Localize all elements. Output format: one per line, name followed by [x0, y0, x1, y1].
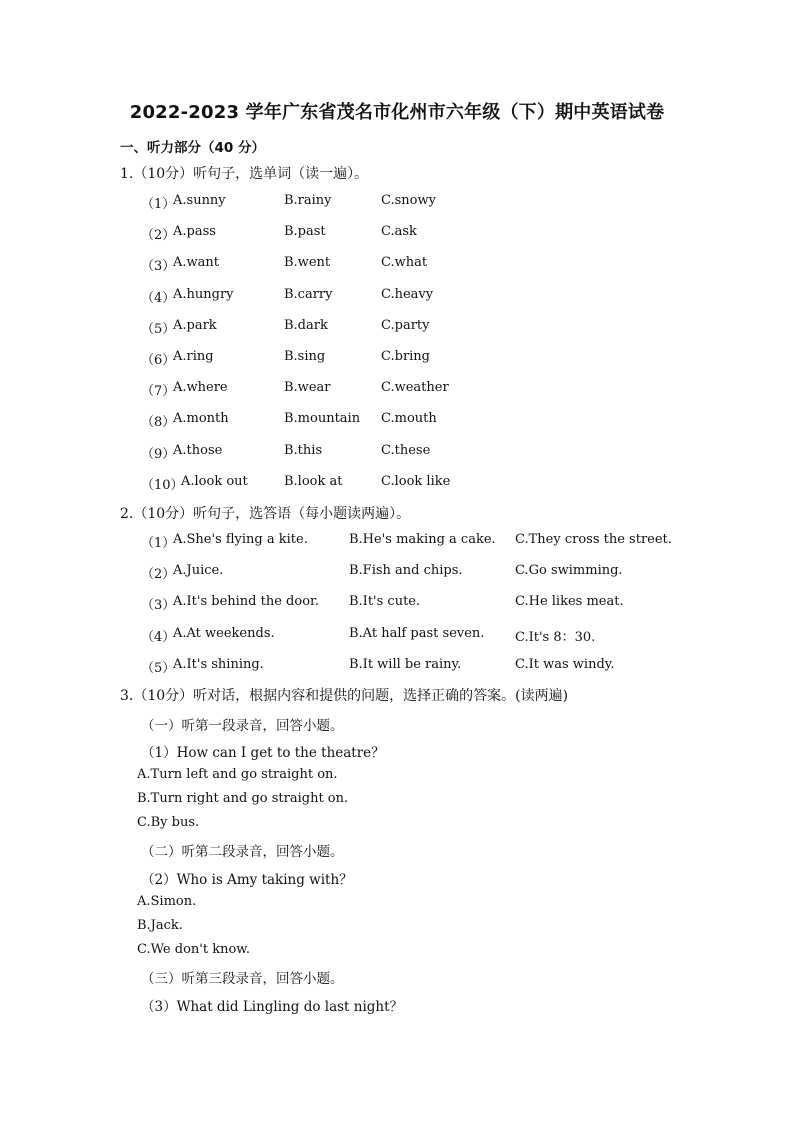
question-2-stem: 2.（10分）听句子，选答语（每小题读两遍）。: [120, 506, 411, 522]
option-a: A.She's flying a kite.: [173, 532, 308, 547]
option-b: B.carry: [284, 286, 333, 302]
item-number: （8）: [141, 415, 176, 431]
item-number: （9）: [141, 446, 176, 462]
item-number: （1）: [141, 197, 176, 212]
option-a: A.It's behind the door.: [173, 594, 319, 610]
section-heading-listening: 一、听力部分（40 分）: [120, 140, 265, 156]
option-b: B.rainy: [284, 193, 332, 208]
option-b: B.dark: [284, 317, 328, 333]
option-b: B.It's cute.: [349, 594, 421, 610]
option-b: B.mountain: [284, 411, 361, 427]
option-c: C.bring: [381, 349, 431, 364]
option-c: C.mouth: [381, 411, 437, 427]
option-b: B.this: [284, 442, 323, 458]
option-b: B.sing: [284, 349, 326, 364]
page-title: 2022-2023 学年广东省茂名市化州市六年级（下）期中英语试卷: [129, 102, 665, 123]
option-b: B.Fish and chips.: [349, 563, 463, 579]
answer-option: B.Turn right and go straight on.: [137, 791, 349, 806]
option-c: C.snowy: [381, 193, 436, 208]
option-b: B.wear: [284, 380, 331, 396]
option-a: A.sunny: [173, 193, 226, 208]
question-3-part-2: （二）听第二段录音，回答小题。: [141, 844, 344, 860]
item-number: （10）: [141, 477, 184, 493]
question-3-sub-3: （3）What did Lingling do last night？: [141, 999, 404, 1015]
option-c: C.these: [381, 442, 431, 458]
option-c: C.He likes meat.: [515, 594, 624, 610]
question-3-stem: 3.（10分）听对话，根据内容和提供的问题，选择正确的答案。(读两遍): [120, 688, 569, 704]
question-1-stem: 1.（10分）听句子，选单词（读一遍）。: [120, 166, 369, 182]
item-number: （2）: [141, 228, 176, 244]
option-a: A.pass: [173, 224, 216, 240]
option-a: A.At weekends.: [173, 625, 275, 641]
option-c: C.They cross the street.: [515, 532, 672, 547]
item-number: （5）: [141, 321, 176, 337]
answer-option: A.Turn left and go straight on.: [137, 767, 338, 782]
option-a: A.where: [173, 380, 228, 396]
option-a: A.hungry: [173, 286, 234, 302]
option-a: A.park: [173, 317, 217, 333]
item-number: （4）: [141, 290, 176, 306]
option-b: B.He's making a cake.: [349, 532, 496, 547]
item-number: （3）: [141, 259, 176, 275]
option-c: C.party: [381, 317, 430, 333]
option-c: C.It was windy.: [515, 656, 615, 672]
item-number: （5）: [141, 660, 176, 676]
option-c: C.ask: [381, 224, 417, 240]
option-c: C.heavy: [381, 286, 434, 302]
answer-option: C.By bus.: [137, 815, 200, 830]
option-a: A.those: [173, 442, 223, 458]
option-a: A.want: [173, 255, 219, 271]
question-3-sub-1: （1）How can I get to the theatre？: [141, 745, 385, 761]
answer-option: B.Jack.: [137, 918, 183, 933]
question-3-sub-2: （2）Who is Amy taking with？: [141, 872, 353, 888]
option-c: C.weather: [381, 380, 449, 396]
option-c: C.what: [381, 255, 428, 271]
item-number: （1）: [141, 536, 176, 551]
item-number: （3）: [141, 598, 176, 614]
item-number: （2）: [141, 567, 176, 583]
answer-option: C.We don't know.: [137, 942, 250, 957]
option-a: A.ring: [173, 349, 214, 364]
option-a: A.month: [173, 411, 229, 427]
item-number: （4）: [141, 629, 176, 645]
option-b: B.It will be rainy.: [349, 656, 462, 672]
option-a: A.It's shining.: [173, 656, 264, 672]
answer-option: A.Simon.: [137, 894, 197, 909]
option-c: C.Go swimming.: [515, 563, 623, 579]
option-b: B.went: [284, 255, 331, 271]
option-b: B.look at: [284, 473, 343, 489]
option-a: A.Juice.: [173, 563, 224, 579]
item-number: （6）: [141, 353, 176, 368]
option-a: A.look out: [181, 473, 248, 489]
question-3-part-3: （三）听第三段录音，回答小题。: [141, 971, 344, 987]
option-c: C.It's 8：30.: [515, 629, 596, 645]
question-3-part-1: （一）听第一段录音，回答小题。: [141, 718, 344, 734]
option-b: B.past: [284, 224, 326, 240]
option-c: C.look like: [381, 473, 451, 489]
option-b: B.At half past seven.: [349, 625, 485, 641]
item-number: （7）: [141, 384, 176, 400]
